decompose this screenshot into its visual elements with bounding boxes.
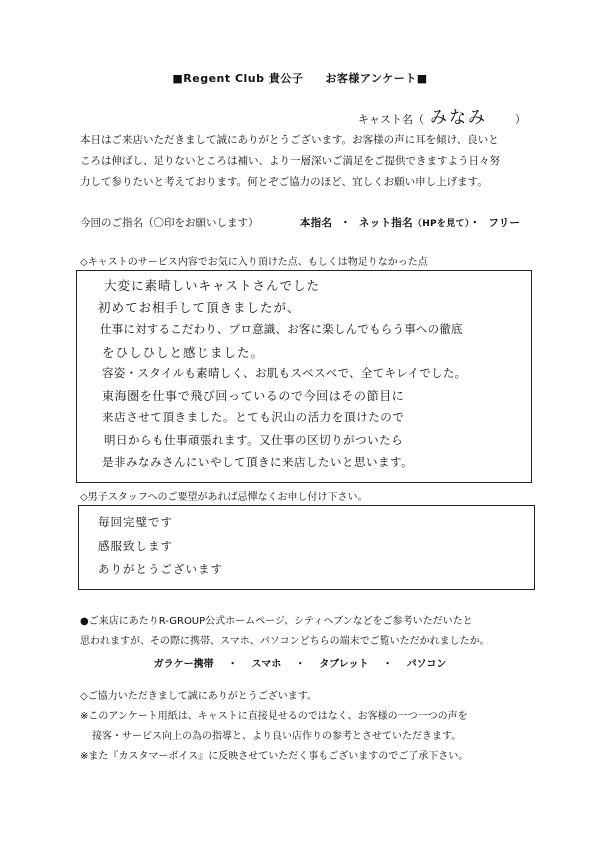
answer1-line: 明日からも仕事頑張れます。又仕事の区切りがついたら — [104, 433, 404, 447]
option-sep: ・ — [469, 217, 481, 229]
survey-heading: お客様アンケート■ — [325, 72, 428, 85]
option-sep: ・ — [340, 217, 351, 229]
nomination-options — [300, 217, 521, 229]
cast-name-row — [358, 103, 526, 128]
answer1-line: 来店させて頂きました。とても沢山の活力を頂けたので — [102, 410, 405, 424]
intro-line: 力して参りたいと考えております。何とぞご協力のほど、宜しくお願い申し上げます。 — [80, 176, 488, 188]
nomination-label: 今回のご指名（〇印をお願いします） — [80, 217, 259, 229]
intro-text — [80, 130, 540, 193]
option-free[interactable]: フリー — [488, 217, 521, 229]
answer1-line: 東海圏を仕事で飛び回っているので今回はその節目に — [102, 389, 405, 403]
cast-name: みなみ — [430, 108, 487, 128]
cast-close: ） — [515, 113, 526, 126]
answer1-line: 初めてお相手して頂きましたが、 — [98, 300, 301, 315]
answer1-line: 容姿・スタイルも素晴しく、お肌もスベスベで、全てキレイでした。 — [102, 366, 467, 380]
website-line: ●ご来店にあたりR-GROUP公式ホームページ、シティヘブンなどをご参考いただいたと — [80, 616, 473, 627]
option-main[interactable]: 本指名 — [299, 217, 333, 229]
club-name: ■Regent Club 貴公子 — [172, 72, 304, 85]
intro-line: 本日はご来店いただきまして誠にありがとうございます。お客様の声に耳を傾け、良いと — [80, 134, 499, 146]
survey-title — [0, 70, 600, 86]
device-sep: ・ — [295, 659, 306, 670]
device-feature-phone[interactable]: ガラケー携帯 — [153, 659, 214, 670]
answer2-line: 感服致します — [98, 539, 173, 553]
device-tablet[interactable]: タブレット — [319, 659, 369, 670]
closing-notes — [80, 687, 550, 767]
device-sep: ・ — [382, 659, 393, 670]
answer1-line: 仕事に対するこだわり、プロ意識、お客に楽しんでもらう事への徹底 — [100, 322, 463, 336]
device-sep: ・ — [227, 659, 238, 670]
device-smartphone[interactable]: スマホ — [251, 659, 282, 670]
option-net-note: （HPを見て） — [412, 219, 470, 229]
intro-line: ころは伸ばし、足りないところは補い、より一層深いご満足をご提供できますよう日々努 — [80, 155, 500, 167]
closing-line: ※このアンケート用紙は、キャストに直接見せるのではなく、お客様の一つ一つの声を — [80, 711, 468, 722]
question2-label: ◇男子スタッフへのご要望があれば忌憚なくお申し付け下さい。 — [80, 492, 368, 503]
closing-line: 接客・サービス向上の為の指導と、より良い店作りの参考とさせていただきます。 — [92, 731, 462, 742]
answer1-line: 大変に素晴しいキャストさんでした — [104, 278, 321, 293]
cast-label: キャスト名（ — [358, 113, 424, 126]
answer2-line: ありがとうございます — [98, 562, 223, 576]
question1-label: ◇キャストのサービス内容でお気に入り頂けた点、もしくは物足りなかった点 — [80, 257, 428, 268]
website-question — [80, 612, 550, 652]
device-pc[interactable]: パソコン — [406, 659, 447, 670]
website-line: 思われますが、その際に携帯、スマホ、パソコンどちらの端末でご覧いただかれましたか。 — [80, 636, 490, 647]
answer1-line: 是非みなみさんにいやして頂きに来店したいと思います。 — [102, 455, 414, 469]
closing-line: ※また『カスタマーボイス』に反映させていただく事もございますのでご了承下さい。 — [80, 751, 469, 762]
device-options — [0, 655, 600, 670]
answer1-line: をひしひしと感じました。 — [102, 345, 265, 360]
option-net[interactable]: ネット指名 — [358, 217, 413, 229]
closing-line: ◇ご協力いただきまして誠にありがとうございます。 — [80, 691, 317, 702]
answer2-line: 毎回完璧です — [98, 515, 173, 529]
nomination-row — [80, 215, 520, 230]
